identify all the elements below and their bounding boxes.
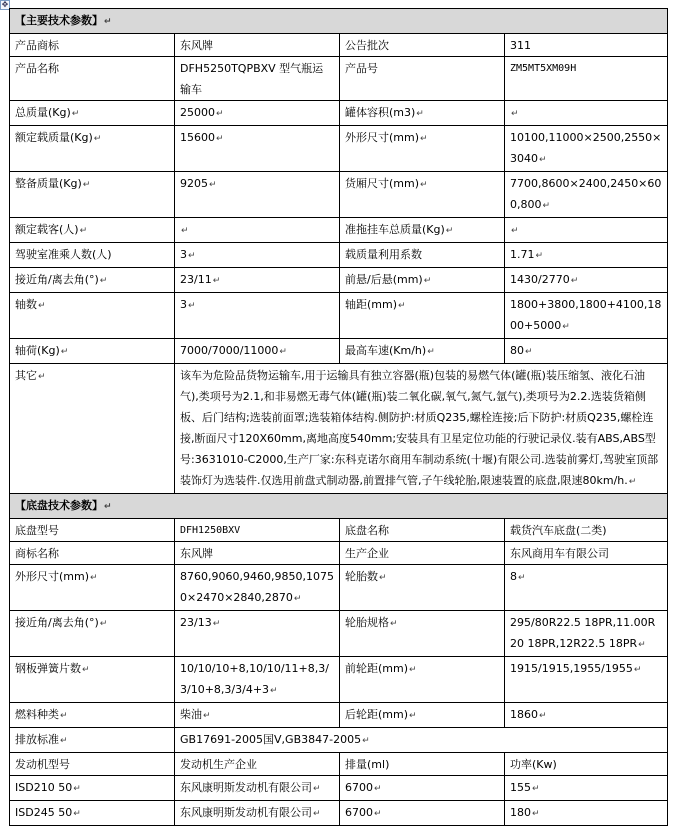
value-chassis-brand[interactable]: 东风牌: [175, 542, 340, 565]
value-overhang[interactable]: 1430/2770↵: [505, 268, 668, 293]
label-trailer-mass: 准拖挂车总质量(Kg)↵: [340, 218, 505, 243]
main-section-title: 【主要技术参数】↵: [10, 9, 668, 34]
label-rated-passengers: 额定载客(人)↵: [10, 218, 175, 243]
label-load-utilization: 载质量利用系数: [340, 243, 505, 268]
label-emission-standard: 排放标准↵: [10, 728, 175, 753]
value-other[interactable]: 该车为危险品货物运输车,用于运输具有独立容器(瓶)包装的易燃气体(罐(瓶)装压缩氢、液化石油气),类项号为2.1,和非易燃无毒气体(罐(瓶)装二氧化碳,氧气,氮气,氩气),类项号为2.2.选装货箱侧板、后门结构;选装前面罩;选装箱体结构.侧防护:材质Q235,螺栓连接;后下防护:材质Q235,螺栓连接,断面尺寸120X60mm,离地高度540mm;安装具有卫星定位功能的行驶记录仪.装有ABS,ABS型号:3631010-C2000,生产厂家:东科克诺尔商用车制动系统(十堰)有限公司.选装前雾灯,驾驶室顶部装饰灯为选装件.仅选用前盘式制动器,前置排气管,子午线轮胎,限速装置的底盘,限速80km/h.↵: [175, 364, 668, 494]
table-row: [10, 657, 668, 703]
value-rated-passengers[interactable]: ↵: [175, 218, 340, 243]
value-leaf-springs[interactable]: 10/10/10+8,10/10/11+8,3/3/10+8,3/3/4+3↵: [175, 657, 340, 703]
table-row: [10, 339, 668, 364]
table-row: [10, 268, 668, 293]
section-header-main: [10, 9, 668, 34]
value-product-name[interactable]: DFH5250TQPBXV 型气瓶运输车: [175, 57, 340, 101]
table-row: [10, 243, 668, 268]
engine-model[interactable]: ISD210 50↵: [10, 776, 175, 801]
table-row: [10, 218, 668, 243]
engine-model[interactable]: ISD245 50↵: [10, 801, 175, 826]
table-row: [10, 611, 668, 657]
value-chassis-dimensions[interactable]: 8760,9060,9460,9850,10750×2470×2840,2870↵: [175, 565, 340, 611]
value-gross-mass[interactable]: 25000↵: [175, 101, 340, 126]
value-tire-count[interactable]: 8↵: [505, 565, 668, 611]
value-box-size[interactable]: 7700,8600×2400,2450×600,800↵: [505, 172, 668, 218]
label-leaf-springs: 钢板弹簧片数↵: [10, 657, 175, 703]
engine-displacement[interactable]: 6700↵: [340, 801, 505, 826]
label-tank-volume: 罐体容积(m3)↵: [340, 101, 505, 126]
value-fuel-type[interactable]: 柴油↵: [175, 703, 340, 728]
value-trailer-mass[interactable]: ↵: [505, 218, 668, 243]
engine-power[interactable]: 180↵: [505, 801, 668, 826]
label-cab-seats: 驾驶室准乘人数(人): [10, 243, 175, 268]
engine-header-row: [10, 753, 668, 776]
table-row: [10, 728, 668, 753]
label-chassis-maker: 生产企业: [340, 542, 505, 565]
value-emission-standard[interactable]: GB17691-2005国V,GB3847-2005↵: [175, 728, 668, 753]
label-approach-angle: 接近角/离去角(°)↵: [10, 268, 175, 293]
table-row: [10, 57, 668, 101]
label-chassis-dimensions: 外形尺寸(mm)↵: [10, 565, 175, 611]
value-dimensions[interactable]: 10100,11000×2500,2550×3040↵: [505, 126, 668, 172]
vehicle-spec-table: [9, 8, 668, 826]
engine-maker[interactable]: 东风康明斯发动机有限公司↵: [175, 801, 340, 826]
label-rear-track: 后轮距(mm)↵: [340, 703, 505, 728]
label-box-size: 货厢尺寸(mm)↵: [340, 172, 505, 218]
label-fuel-type: 燃料种类↵: [10, 703, 175, 728]
table-row: [10, 801, 668, 826]
label-other: 其它↵: [10, 364, 175, 494]
value-brand[interactable]: 东风牌: [175, 34, 340, 57]
header-engine-model: 发动机型号: [10, 753, 175, 776]
label-max-speed: 最高车速(Km/h)↵: [340, 339, 505, 364]
value-curb-mass[interactable]: 9205↵: [175, 172, 340, 218]
table-row: [10, 34, 668, 57]
table-row: [10, 703, 668, 728]
label-chassis-model: 底盘型号: [10, 519, 175, 542]
value-tank-volume[interactable]: ↵: [505, 101, 668, 126]
value-chassis-model[interactable]: DFH1250BXV: [175, 519, 340, 542]
table-row: [10, 172, 668, 218]
value-tire-spec[interactable]: 295/80R22.5 18PR,11.00R20 18PR,12R22.5 18PR↵: [505, 611, 668, 657]
table-move-handle-icon[interactable]: ✥: [1, 0, 9, 9]
label-product-name: 产品名称: [10, 57, 175, 101]
engine-maker[interactable]: 东风康明斯发动机有限公司↵: [175, 776, 340, 801]
label-axle-load: 轴荷(Kg)↵: [10, 339, 175, 364]
value-rated-load[interactable]: 15600↵: [175, 126, 340, 172]
label-curb-mass: 整备质量(Kg)↵: [10, 172, 175, 218]
label-brand: 产品商标: [10, 34, 175, 57]
engine-power[interactable]: 155↵: [505, 776, 668, 801]
value-approach-angle[interactable]: 23/11↵: [175, 268, 340, 293]
value-product-model[interactable]: ZM5MT5XM09H: [505, 57, 668, 101]
label-rated-load: 额定载质量(Kg)↵: [10, 126, 175, 172]
table-row: [10, 776, 668, 801]
table-row: [10, 293, 668, 339]
label-chassis-angle: 接近角/离去角(°)↵: [10, 611, 175, 657]
table-row: [10, 364, 668, 494]
chassis-section-title: 【底盘技术参数】↵: [10, 494, 668, 519]
value-axle-load[interactable]: 7000/7000/11000↵: [175, 339, 340, 364]
value-batch[interactable]: 311: [505, 34, 668, 57]
label-product-model: 产品号: [340, 57, 505, 101]
label-tire-spec: 轮胎规格↵: [340, 611, 505, 657]
section-header-chassis: [10, 494, 668, 519]
label-chassis-name: 底盘名称: [340, 519, 505, 542]
value-chassis-name[interactable]: 载货汽车底盘(二类): [505, 519, 668, 542]
value-chassis-angle[interactable]: 23/13↵: [175, 611, 340, 657]
header-engine-maker: 发动机生产企业: [175, 753, 340, 776]
label-tire-count: 轮胎数↵: [340, 565, 505, 611]
label-batch: 公告批次: [340, 34, 505, 57]
value-cab-seats[interactable]: 3↵: [175, 243, 340, 268]
value-axle-count[interactable]: 3↵: [175, 293, 340, 339]
engine-displacement[interactable]: 6700↵: [340, 776, 505, 801]
value-load-utilization[interactable]: 1.71↵: [505, 243, 668, 268]
table-row: [10, 519, 668, 542]
table-row: [10, 565, 668, 611]
value-max-speed[interactable]: 80↵: [505, 339, 668, 364]
value-wheelbase[interactable]: 1800+3800,1800+4100,1800+5000↵: [505, 293, 668, 339]
label-dimensions: 外形尺寸(mm)↵: [340, 126, 505, 172]
header-displacement: 排量(ml): [340, 753, 505, 776]
value-rear-track[interactable]: 1860↵: [505, 703, 668, 728]
table-row: [10, 542, 668, 565]
value-chassis-maker[interactable]: 东风商用车有限公司: [505, 542, 668, 565]
table-row: [10, 126, 668, 172]
label-front-track: 前轮距(mm)↵: [340, 657, 505, 703]
table-row: [10, 101, 668, 126]
label-wheelbase: 轴距(mm)↵: [340, 293, 505, 339]
value-front-track[interactable]: 1915/1915,1955/1955↵: [505, 657, 668, 703]
label-axle-count: 轴数↵: [10, 293, 175, 339]
header-power: 功率(Kw): [505, 753, 668, 776]
label-overhang: 前悬/后悬(mm)↵: [340, 268, 505, 293]
label-gross-mass: 总质量(Kg)↵: [10, 101, 175, 126]
label-chassis-brand: 商标名称: [10, 542, 175, 565]
